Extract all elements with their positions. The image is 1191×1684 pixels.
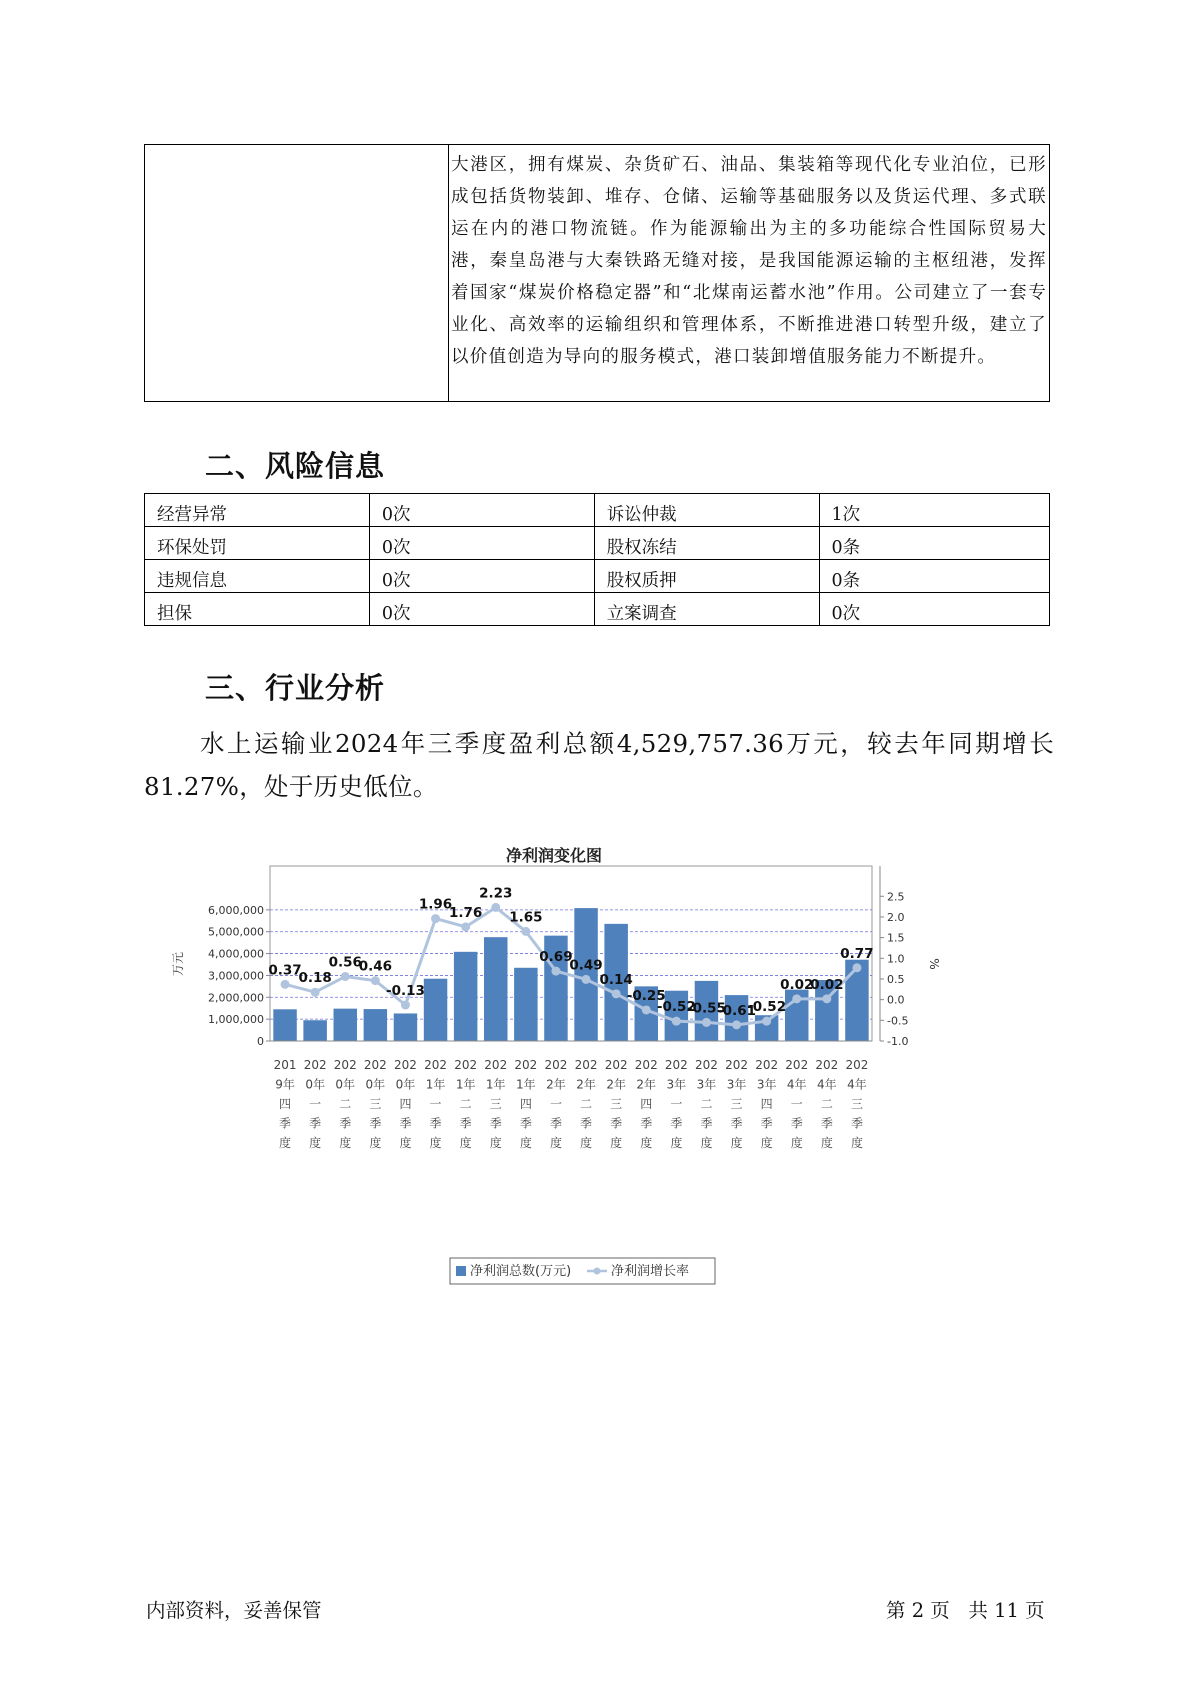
- x-tick-label: 4年: [817, 1077, 837, 1092]
- bar: [394, 1013, 417, 1041]
- growth-rate-label: -0.61: [717, 1002, 757, 1019]
- growth-rate-label: 0.56: [328, 954, 362, 971]
- x-tick-label: 度: [549, 1136, 562, 1150]
- risk-count: 0次: [369, 560, 594, 593]
- x-tick-label: 季: [730, 1116, 743, 1131]
- growth-rate-label: 0.18: [298, 970, 332, 987]
- risk-count: 0条: [819, 560, 1049, 593]
- x-tick-label: 1年: [485, 1077, 506, 1092]
- x-tick-label: 201: [273, 1058, 297, 1072]
- chart-svg: [170, 838, 970, 1298]
- x-tick-label: 季: [850, 1116, 863, 1131]
- intro-table: [144, 144, 1050, 402]
- x-tick-label: 度: [279, 1136, 292, 1150]
- x-tick-label: 1年: [455, 1077, 476, 1092]
- x-tick-label: 2年: [606, 1077, 626, 1092]
- x-tick-label: 度: [489, 1136, 502, 1150]
- x-tick-label: 季: [369, 1116, 382, 1131]
- growth-rate-point: [491, 903, 500, 912]
- growth-rate-point: [822, 994, 831, 1003]
- bar: [574, 908, 597, 1041]
- growth-rate-point: [371, 976, 380, 985]
- growth-rate-point: [431, 914, 440, 923]
- risk-table-row: [145, 593, 1050, 626]
- x-tick-label: 202: [815, 1058, 839, 1072]
- risk-count: 0次: [369, 593, 594, 626]
- x-tick-label: 202: [574, 1058, 598, 1072]
- x-tick-label: 3年: [666, 1077, 687, 1092]
- x-tick-label: 三: [369, 1097, 382, 1111]
- x-tick-label: 202: [604, 1058, 628, 1072]
- x-tick-label: 季: [519, 1116, 532, 1131]
- risk-section-title: 二、风险信息: [205, 449, 386, 483]
- risk-item: 违规信息: [145, 560, 370, 593]
- growth-rate-label: 1.76: [448, 904, 483, 921]
- x-tick-label: 四: [519, 1097, 532, 1111]
- x-tick-label: 度: [850, 1136, 863, 1150]
- y2-tick-label: 0.5: [887, 972, 905, 986]
- x-tick-label: 二: [820, 1097, 833, 1111]
- x-tick-label: 一: [670, 1097, 683, 1111]
- x-tick-label: 2年: [546, 1077, 566, 1092]
- risk-item: 经营异常: [145, 494, 370, 527]
- x-tick-label: 202: [845, 1058, 869, 1072]
- y2-tick-label: 1.0: [887, 952, 905, 966]
- risk-table-row: [145, 494, 1050, 527]
- growth-rate-label: -0.55: [686, 1000, 726, 1017]
- x-tick-label: 季: [339, 1116, 352, 1131]
- x-tick-label: 202: [755, 1058, 779, 1072]
- x-tick-label: 202: [454, 1058, 478, 1072]
- x-tick-label: 2年: [576, 1077, 596, 1092]
- x-tick-label: 二: [339, 1097, 352, 1111]
- x-tick-label: 季: [279, 1116, 292, 1131]
- x-tick-label: 一: [309, 1097, 322, 1111]
- x-tick-label: 三: [489, 1097, 502, 1111]
- x-tick-label: 度: [309, 1136, 322, 1150]
- growth-rate-label: 2.23: [479, 885, 513, 902]
- y2-axis-label: %: [927, 958, 941, 970]
- growth-rate-label: 0.14: [599, 971, 633, 988]
- growth-rate-label: 0.37: [268, 962, 302, 979]
- risk-count: 0次: [819, 593, 1049, 626]
- growth-rate-label: -0.25: [626, 987, 666, 1004]
- growth-rate-label: 0.69: [539, 949, 573, 966]
- x-tick-label: 四: [279, 1097, 292, 1111]
- bar: [484, 937, 507, 1041]
- bar: [303, 1020, 326, 1041]
- growth-rate-point: [582, 975, 591, 984]
- growth-rate-point: [521, 927, 530, 936]
- y2-tick-label: -1.0: [887, 1035, 909, 1048]
- growth-rate-label: 0.77: [840, 945, 874, 962]
- x-tick-label: 9年: [275, 1077, 295, 1092]
- growth-rate-label: -0.52: [656, 999, 696, 1016]
- x-tick-label: 四: [760, 1097, 773, 1111]
- y-tick-label: 1,000,000: [208, 1013, 264, 1027]
- y2-tick-label: 0.0: [887, 993, 905, 1007]
- x-tick-label: 度: [610, 1136, 623, 1150]
- y-axis-label: 万元: [171, 951, 185, 977]
- x-tick-label: 202: [544, 1058, 568, 1072]
- x-tick-label: 202: [785, 1058, 809, 1072]
- x-tick-label: 0年: [305, 1077, 325, 1092]
- risk-count: 0次: [369, 527, 594, 560]
- x-tick-label: 202: [484, 1058, 508, 1072]
- growth-rate-point: [401, 1001, 410, 1010]
- growth-rate-point: [341, 972, 350, 981]
- bar: [454, 952, 477, 1041]
- x-tick-label: 度: [820, 1136, 833, 1150]
- y-tick-label: 0: [257, 1035, 264, 1048]
- x-tick-label: 季: [489, 1116, 502, 1131]
- x-tick-label: 季: [549, 1116, 562, 1131]
- growth-rate-point: [281, 980, 290, 989]
- y-tick-label: 2,000,000: [208, 991, 264, 1005]
- risk-item: 诉讼仲裁: [594, 494, 819, 527]
- industry-paragraph: 水上运输业2024年三季度盈利总额4,529,757.36万元，较去年同期增长81.27%，处于历史低位。: [144, 729, 1054, 801]
- x-tick-label: 度: [640, 1136, 653, 1150]
- legend-bar-swatch: [456, 1266, 466, 1276]
- industry-section-title: 三、行业分析: [205, 671, 386, 705]
- x-tick-label: 三: [730, 1097, 743, 1111]
- risk-count: 0次: [369, 494, 594, 527]
- growth-rate-point: [852, 963, 861, 972]
- chart-title: 净利润变化图: [505, 846, 603, 865]
- x-tick-label: 3年: [726, 1077, 747, 1092]
- risk-count: 0条: [819, 527, 1049, 560]
- x-tick-label: 202: [694, 1058, 718, 1072]
- y2-tick-label: -0.5: [887, 1014, 909, 1028]
- x-tick-label: 3年: [696, 1077, 717, 1092]
- x-tick-label: 季: [399, 1116, 412, 1131]
- net-profit-chart: [170, 838, 970, 1298]
- x-tick-label: 度: [760, 1136, 773, 1150]
- x-tick-label: 度: [399, 1136, 412, 1150]
- x-tick-label: 202: [363, 1058, 387, 1072]
- x-tick-label: 三: [850, 1097, 863, 1111]
- x-tick-label: 四: [399, 1097, 412, 1111]
- y2-tick-label: 2.5: [887, 890, 905, 904]
- growth-rate-point: [762, 1017, 771, 1026]
- growth-rate-label: 0.46: [358, 958, 393, 975]
- y-tick-label: 5,000,000: [208, 925, 264, 939]
- intro-text: 大港区，拥有煤炭、杂货矿石、油品、集装箱等现代化专业泊位，已形成包括货物装卸、堆存、仓储、运输等基础服务以及货运代理、多式联运在内的港口物流链。作为能源输出为主的多功能综合性国际贸易大港，秦皇岛港与大秦铁路无缝对接，是我国能源运输的主枢纽港，发挥着国家“煤炭价格稳定器”和“北煤南运蓄水池”作用。公司建立了一套专业化、高效率的运输组织和管理体系，不断推进港口转型升级，建立了以价值创造为导向的服务模式，港口装卸增值服务能力不断提升。: [451, 155, 1047, 367]
- x-tick-label: 4年: [847, 1077, 867, 1092]
- x-tick-label: 0年: [395, 1077, 416, 1092]
- growth-rate-label: 1.65: [509, 909, 543, 926]
- intro-table-empty-cell: [145, 145, 449, 401]
- x-tick-label: 季: [580, 1116, 593, 1131]
- x-tick-label: 202: [333, 1058, 357, 1072]
- bar: [424, 979, 447, 1041]
- risk-table-row: [145, 527, 1050, 560]
- x-tick-label: 季: [670, 1116, 683, 1131]
- x-tick-label: 4年: [786, 1077, 807, 1092]
- x-tick-label: 202: [664, 1058, 688, 1072]
- x-tick-label: 202: [393, 1058, 417, 1072]
- y2-tick-label: 1.5: [887, 931, 905, 945]
- growth-rate-point: [551, 967, 560, 976]
- risk-item: 环保处罚: [145, 527, 370, 560]
- growth-rate-point: [672, 1017, 681, 1026]
- x-tick-label: 度: [730, 1136, 743, 1150]
- x-tick-label: 季: [700, 1116, 713, 1131]
- x-tick-label: 3年: [756, 1077, 777, 1092]
- growth-rate-label: 0.02: [810, 976, 844, 993]
- x-tick-label: 二: [459, 1097, 472, 1111]
- growth-rate-point: [311, 988, 320, 997]
- bar: [273, 1009, 296, 1041]
- x-tick-label: 1年: [516, 1077, 536, 1092]
- growth-rate-point: [702, 1018, 711, 1027]
- legend-line-marker: [594, 1268, 601, 1275]
- legend-line-label: 净利润增长率: [611, 1264, 690, 1279]
- x-tick-label: 202: [634, 1058, 658, 1072]
- growth-rate-label: -0.13: [385, 983, 425, 1000]
- x-tick-label: 202: [514, 1058, 538, 1072]
- bar: [334, 1009, 357, 1041]
- x-tick-label: 四: [640, 1097, 653, 1111]
- x-tick-label: 度: [700, 1136, 713, 1150]
- x-tick-label: 三: [610, 1097, 623, 1111]
- x-tick-label: 1年: [425, 1077, 446, 1092]
- bar: [364, 1009, 387, 1041]
- x-tick-label: 202: [725, 1058, 749, 1072]
- x-tick-label: 度: [519, 1136, 532, 1150]
- x-tick-label: 季: [640, 1116, 653, 1131]
- growth-rate-point: [612, 989, 621, 998]
- x-tick-label: 一: [549, 1097, 562, 1111]
- x-tick-label: 季: [429, 1116, 442, 1131]
- risk-count: 1次: [819, 494, 1049, 527]
- risk-item: 立案调查: [594, 593, 819, 626]
- risk-table: [144, 493, 1050, 626]
- growth-rate-point: [642, 1005, 651, 1014]
- x-tick-label: 度: [580, 1136, 593, 1150]
- x-tick-label: 度: [339, 1136, 352, 1150]
- y-tick-label: 6,000,000: [208, 903, 264, 917]
- x-tick-label: 度: [670, 1136, 683, 1150]
- x-tick-label: 0年: [335, 1077, 356, 1092]
- x-tick-label: 季: [309, 1116, 322, 1131]
- x-tick-label: 202: [424, 1058, 448, 1072]
- x-tick-label: 季: [820, 1116, 833, 1131]
- growth-rate-point: [792, 994, 801, 1003]
- x-tick-label: 一: [790, 1097, 803, 1111]
- risk-table-row: [145, 560, 1050, 593]
- growth-rate-point: [461, 922, 470, 931]
- y2-tick-label: 2.0: [887, 910, 905, 924]
- growth-rate-point: [732, 1020, 741, 1029]
- x-tick-label: 度: [429, 1136, 442, 1150]
- x-tick-label: 季: [459, 1116, 472, 1131]
- risk-item: 担保: [145, 593, 370, 626]
- y-tick-label: 4,000,000: [208, 947, 264, 961]
- x-tick-label: 二: [580, 1097, 593, 1111]
- x-tick-label: 0年: [365, 1077, 386, 1092]
- footer-page-number: 第 2 页 共 11 页: [886, 1599, 1045, 1622]
- x-tick-label: 季: [760, 1116, 773, 1131]
- footer-left: 内部资料，妥善保管: [146, 1599, 322, 1622]
- x-tick-label: 度: [369, 1136, 382, 1150]
- bar: [514, 968, 537, 1041]
- legend-bar-label: 净利润总数(万元): [470, 1264, 572, 1279]
- x-tick-label: 一: [429, 1097, 442, 1111]
- x-tick-label: 季: [790, 1116, 803, 1131]
- growth-rate-label: 1.96: [418, 896, 453, 913]
- risk-item: 股权质押: [594, 560, 819, 593]
- x-tick-label: 202: [303, 1058, 327, 1072]
- x-tick-label: 二: [700, 1097, 713, 1111]
- growth-rate-label: 0.49: [569, 957, 603, 974]
- growth-rate-label: 0.02: [780, 976, 814, 993]
- x-tick-label: 度: [459, 1136, 472, 1150]
- risk-item: 股权冻结: [594, 527, 819, 560]
- x-tick-label: 度: [790, 1136, 803, 1150]
- y-tick-label: 3,000,000: [208, 969, 264, 983]
- growth-rate-label: -0.52: [747, 999, 787, 1016]
- x-tick-label: 2年: [636, 1077, 657, 1092]
- x-tick-label: 季: [610, 1116, 623, 1131]
